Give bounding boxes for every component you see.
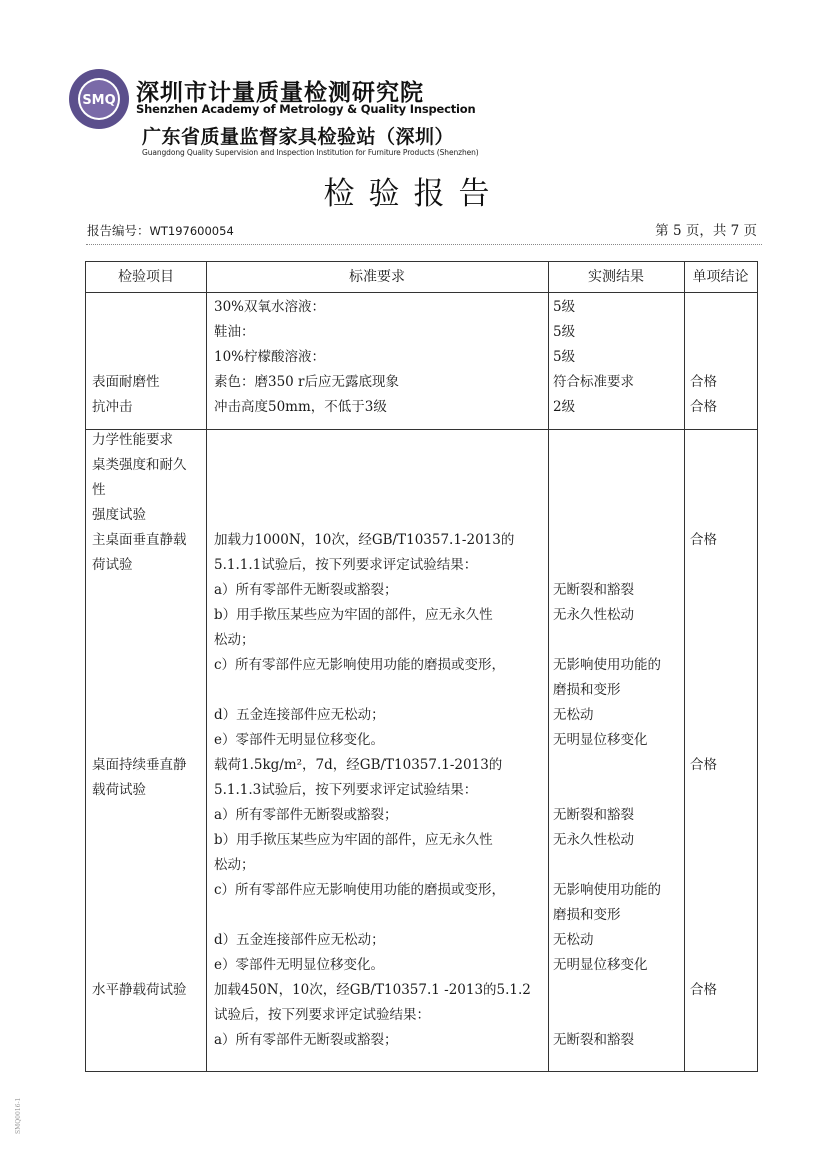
row-item: 力学性能要求 bbox=[92, 432, 173, 448]
row-divider bbox=[86, 429, 757, 430]
row-item: 主桌面垂直静载 bbox=[92, 532, 187, 548]
header-conclusion: 单项结论 bbox=[692, 269, 749, 285]
row-requirement: 鞋油： bbox=[214, 324, 255, 340]
row-item: 性 bbox=[92, 482, 106, 498]
row-result: 磨损和变形 bbox=[553, 682, 621, 698]
row-requirement: 5.1.1.3试验后，按下列要求评定试验结果： bbox=[214, 782, 478, 798]
row-result: 无断裂和豁裂 bbox=[553, 582, 634, 598]
org-name-cn: 深圳市计量质量检测研究院 bbox=[136, 80, 424, 106]
row-conclusion: 合格 bbox=[690, 399, 717, 415]
row-requirement: b）用手揿压某些应为牢固的部件，应无永久性 bbox=[214, 607, 493, 623]
report-number-label: 报告编号： bbox=[87, 223, 150, 238]
dotted-divider bbox=[86, 244, 762, 245]
row-item: 荷试验 bbox=[92, 557, 133, 573]
row-requirement: 素色：磨350 r后应无露底现象 bbox=[214, 374, 400, 390]
row-requirement: 试验后，按下列要求评定试验结果： bbox=[214, 1007, 430, 1023]
row-requirement: a）所有零部件无断裂或豁裂； bbox=[214, 1032, 398, 1048]
row-requirement: 10%柠檬酸溶液： bbox=[214, 349, 326, 365]
row-result: 无断裂和豁裂 bbox=[553, 807, 634, 823]
header-result: 实测结果 bbox=[588, 269, 644, 285]
inspection-table bbox=[85, 261, 758, 1072]
row-result: 无明显位移变化 bbox=[553, 957, 648, 973]
col-divider bbox=[684, 262, 685, 1071]
row-item: 表面耐磨性 bbox=[92, 374, 160, 390]
report-header bbox=[68, 66, 768, 166]
header-item: 检验项目 bbox=[118, 269, 174, 285]
row-requirement: c）所有零部件应无影响使用功能的磨损或变形， bbox=[214, 657, 506, 673]
row-result: 符合标准要求 bbox=[553, 374, 634, 390]
page-title: 检验报告 bbox=[323, 176, 504, 212]
logo-text: SMQ bbox=[82, 93, 116, 108]
form-code: SMQ0016-1 bbox=[15, 1097, 22, 1134]
org-name-en: Shenzhen Academy of Metrology & Quality Inspection bbox=[136, 102, 476, 116]
row-item: 载荷试验 bbox=[92, 782, 146, 798]
row-result: 2级 bbox=[553, 399, 576, 415]
row-result: 无松动 bbox=[553, 707, 594, 723]
row-result: 无影响使用功能的 bbox=[553, 882, 661, 898]
org2-name-cn: 广东省质量监督家具检验站（深圳） bbox=[142, 126, 455, 148]
row-item: 桌类强度和耐久 bbox=[92, 457, 187, 473]
col-divider bbox=[206, 262, 207, 1071]
row-item: 抗冲击 bbox=[92, 399, 133, 415]
row-result: 5级 bbox=[553, 324, 576, 340]
page-info: 第 5 页，共 7 页 bbox=[655, 223, 757, 239]
row-conclusion: 合格 bbox=[690, 982, 717, 998]
row-result: 无断裂和豁裂 bbox=[553, 1032, 634, 1048]
report-number-value: WT197600054 bbox=[149, 224, 234, 238]
row-requirement: 30%双氧水溶液： bbox=[214, 299, 326, 315]
row-requirement: c）所有零部件应无影响使用功能的磨损或变形， bbox=[214, 882, 506, 898]
row-requirement: 载荷1.5kg/m²，7d，经GB/T10357.1-2013的 bbox=[214, 757, 503, 773]
row-requirement: 加载力1000N，10次，经GB/T10357.1-2013的 bbox=[214, 532, 515, 548]
row-requirement: 松动； bbox=[214, 632, 255, 648]
row-requirement: a）所有零部件无断裂或豁裂； bbox=[214, 807, 398, 823]
row-requirement: d）五金连接部件应无松动； bbox=[214, 932, 385, 948]
row-result: 无影响使用功能的 bbox=[553, 657, 661, 673]
row-requirement: 松动； bbox=[214, 857, 255, 873]
row-result: 磨损和变形 bbox=[553, 907, 621, 923]
row-requirement: 5.1.1.1试验后，按下列要求评定试验结果： bbox=[214, 557, 478, 573]
row-result: 无松动 bbox=[553, 932, 594, 948]
row-result: 无明显位移变化 bbox=[553, 732, 648, 748]
row-result: 5级 bbox=[553, 299, 576, 315]
row-result: 无永久性松动 bbox=[553, 832, 634, 848]
row-requirement: e）零部件无明显位移变化。 bbox=[214, 957, 384, 973]
row-conclusion: 合格 bbox=[690, 374, 717, 390]
row-requirement: a）所有零部件无断裂或豁裂； bbox=[214, 582, 398, 598]
row-conclusion: 合格 bbox=[690, 757, 717, 773]
row-requirement: 加载450N，10次，经GB/T10357.1 -2013的5.1.2 bbox=[214, 982, 531, 998]
header-requirement: 标准要求 bbox=[349, 269, 405, 285]
row-result: 5级 bbox=[553, 349, 576, 365]
row-requirement: 冲击高度50mm，不低于3级 bbox=[214, 399, 387, 415]
row-item: 桌面持续垂直静 bbox=[92, 757, 187, 773]
row-conclusion: 合格 bbox=[690, 532, 717, 548]
smq-logo bbox=[68, 68, 130, 130]
row-divider bbox=[86, 292, 757, 293]
row-item: 水平静载荷试验 bbox=[92, 982, 187, 998]
row-result: 无永久性松动 bbox=[553, 607, 634, 623]
row-requirement: d）五金连接部件应无松动； bbox=[214, 707, 385, 723]
row-requirement: b）用手揿压某些应为牢固的部件，应无永久性 bbox=[214, 832, 493, 848]
report-number bbox=[87, 221, 234, 239]
org2-name-en: Guangdong Quality Supervision and Inspection Institution for Furniture Products (Shenzhen) bbox=[142, 148, 479, 157]
row-requirement: e）零部件无明显位移变化。 bbox=[214, 732, 384, 748]
col-divider bbox=[548, 262, 549, 1071]
row-item: 强度试验 bbox=[92, 507, 146, 523]
